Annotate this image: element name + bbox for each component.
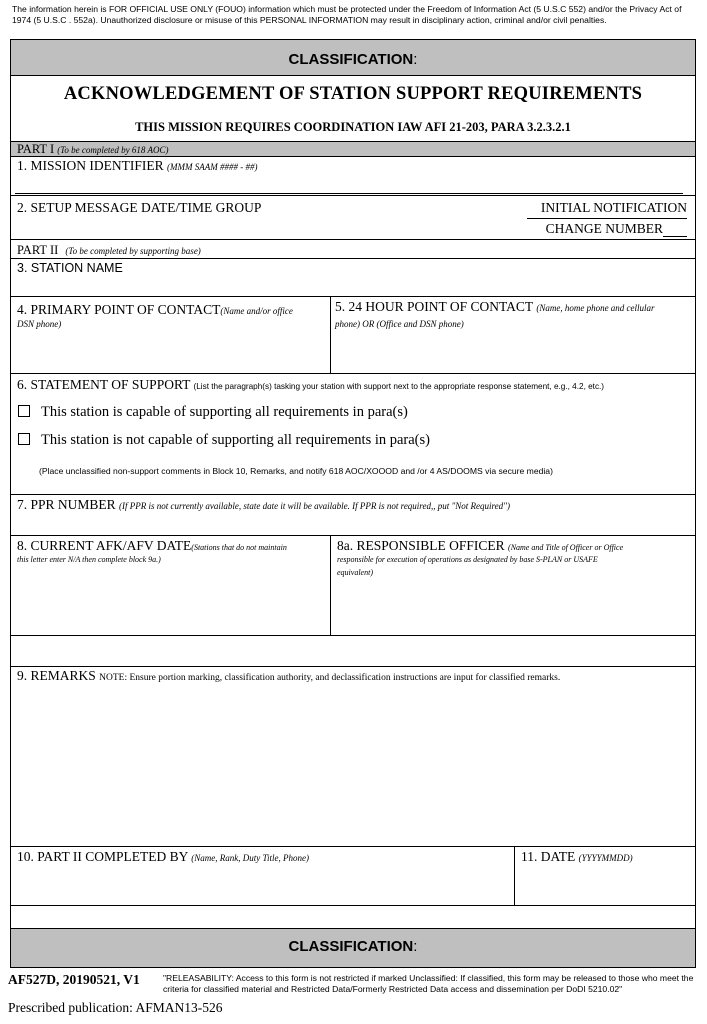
- form-title: ACKNOWLEDGEMENT OF STATION SUPPORT REQUIREMENTS: [63, 84, 643, 104]
- initial-notification-label: INITIAL NOTIFICATION: [540, 200, 687, 215]
- prescribed-publication: Prescribed publication: AFMAN13-526: [8, 1000, 223, 1015]
- change-number-field[interactable]: [663, 236, 687, 237]
- part2-header: PART II (To be completed by supporting base): [17, 243, 201, 257]
- station-name-field[interactable]: [11, 276, 695, 296]
- classification-bottom: CLASSIFICATION:: [288, 938, 418, 955]
- completed-by-label: 10. PART II COMPLETED BY (Name, Rank, Duty Title, Phone): [17, 849, 309, 864]
- 24hr-poc-field[interactable]: [331, 332, 695, 372]
- statement-of-support-label: 6. STATEMENT OF SUPPORT (List the paragraph(s) tasking your station with support next to the appropriate response statement, e.g., 4.2, etc.): [17, 377, 605, 392]
- part1-header: PART I (To be completed by 618 AOC): [17, 142, 169, 156]
- form-frame: [10, 39, 696, 968]
- mission-identifier-field[interactable]: [15, 176, 683, 194]
- responsible-officer-note-2: equivalent): [337, 568, 373, 577]
- mission-identifier-label: 1. MISSION IDENTIFIER (MMM SAAM #### - ##): [17, 158, 258, 173]
- blank-row: [11, 636, 695, 666]
- 24hr-poc-label: 5. 24 HOUR POINT OF CONTACT (Name, home phone and cellular: [335, 299, 655, 314]
- primary-poc-label: 4. PRIMARY POINT OF CONTACT(Name and/or office: [17, 302, 293, 317]
- primary-poc-field[interactable]: [11, 332, 329, 372]
- 24hr-poc-note: phone) OR (Office and DSN phone): [335, 319, 464, 329]
- station-name-label: 3. STATION NAME: [17, 261, 123, 275]
- form-id: AF527D, 20190521, V1: [8, 972, 140, 987]
- non-support-instruction: (Place unclassified non-support comments in Block 10, Remarks, and notify 618 AOC/XOOOD and /or 4 AS/DOOMS via secure media): [39, 466, 553, 476]
- afk-afv-date-label: 8. CURRENT AFK/AFV DATE(Stations that do not maintain: [17, 538, 287, 553]
- date-field[interactable]: [515, 866, 695, 904]
- capable-statement: This station is capable of supporting all requirements in para(s): [41, 404, 408, 420]
- classification-top: CLASSIFICATION:: [288, 51, 418, 68]
- form-subtitle: THIS MISSION REQUIRES COORDINATION IAW AFI 21-203, PARA 3.2.3.2.1: [135, 120, 571, 134]
- responsible-officer-note-1: responsible for execution of operations as designated by base S-PLAN or USAFE: [337, 555, 598, 564]
- ppr-number-label: 7. PPR NUMBER (If PPR is not currently available, state date it will be available. If PPR is not required,, put "Not Required"): [17, 497, 510, 512]
- change-number-label: CHANGE NUMBER: [545, 221, 663, 236]
- completed-by-field[interactable]: [11, 866, 513, 904]
- primary-poc-note: DSN phone): [17, 319, 62, 329]
- setup-message-label: 2. SETUP MESSAGE DATE/TIME GROUP: [17, 200, 262, 215]
- capable-checkbox[interactable]: [18, 405, 30, 417]
- responsible-officer-label: 8a. RESPONSIBLE OFFICER (Name and Title of Officer or Office: [337, 538, 624, 553]
- afk-afv-date-field[interactable]: [11, 570, 329, 634]
- remarks-field[interactable]: [11, 688, 695, 845]
- releasability-statement: "RELEASABILITY: Access to this form is not restricted if marked Unclassified: If classified, this form may be released to those who meet the criteria for classified material and Restricted Data/Formerly Restricted Data access and dissemination per DoDI 5210.02": [163, 973, 694, 994]
- afk-afv-date-note: this letter enter N/A then complete block 9a.): [17, 555, 161, 564]
- remarks-label: 9. REMARKS NOTE: Ensure portion marking, classification authority, and declassification instructions are input for classified remarks.: [17, 668, 561, 683]
- not-capable-checkbox[interactable]: [18, 433, 30, 445]
- date-label: 11. DATE (YYYYMMDD): [521, 849, 633, 864]
- privacy-notice: The information herein is FOR OFFICIAL USE ONLY (FOUO) information which must be protected under the Freedom of Information Act (5 U.S.C 552) and/or the Privacy Act of 1974 (5 U.S.C . 552a). Unauthorized disclosure or misuse of this PERSONAL INFORMATION may result in disciplinary action, criminal and/or civil penalties.: [12, 4, 682, 25]
- responsible-officer-field[interactable]: [331, 582, 695, 634]
- ppr-number-field[interactable]: [11, 514, 695, 534]
- not-capable-statement: This station is not capable of supporting all requirements in para(s): [41, 432, 430, 448]
